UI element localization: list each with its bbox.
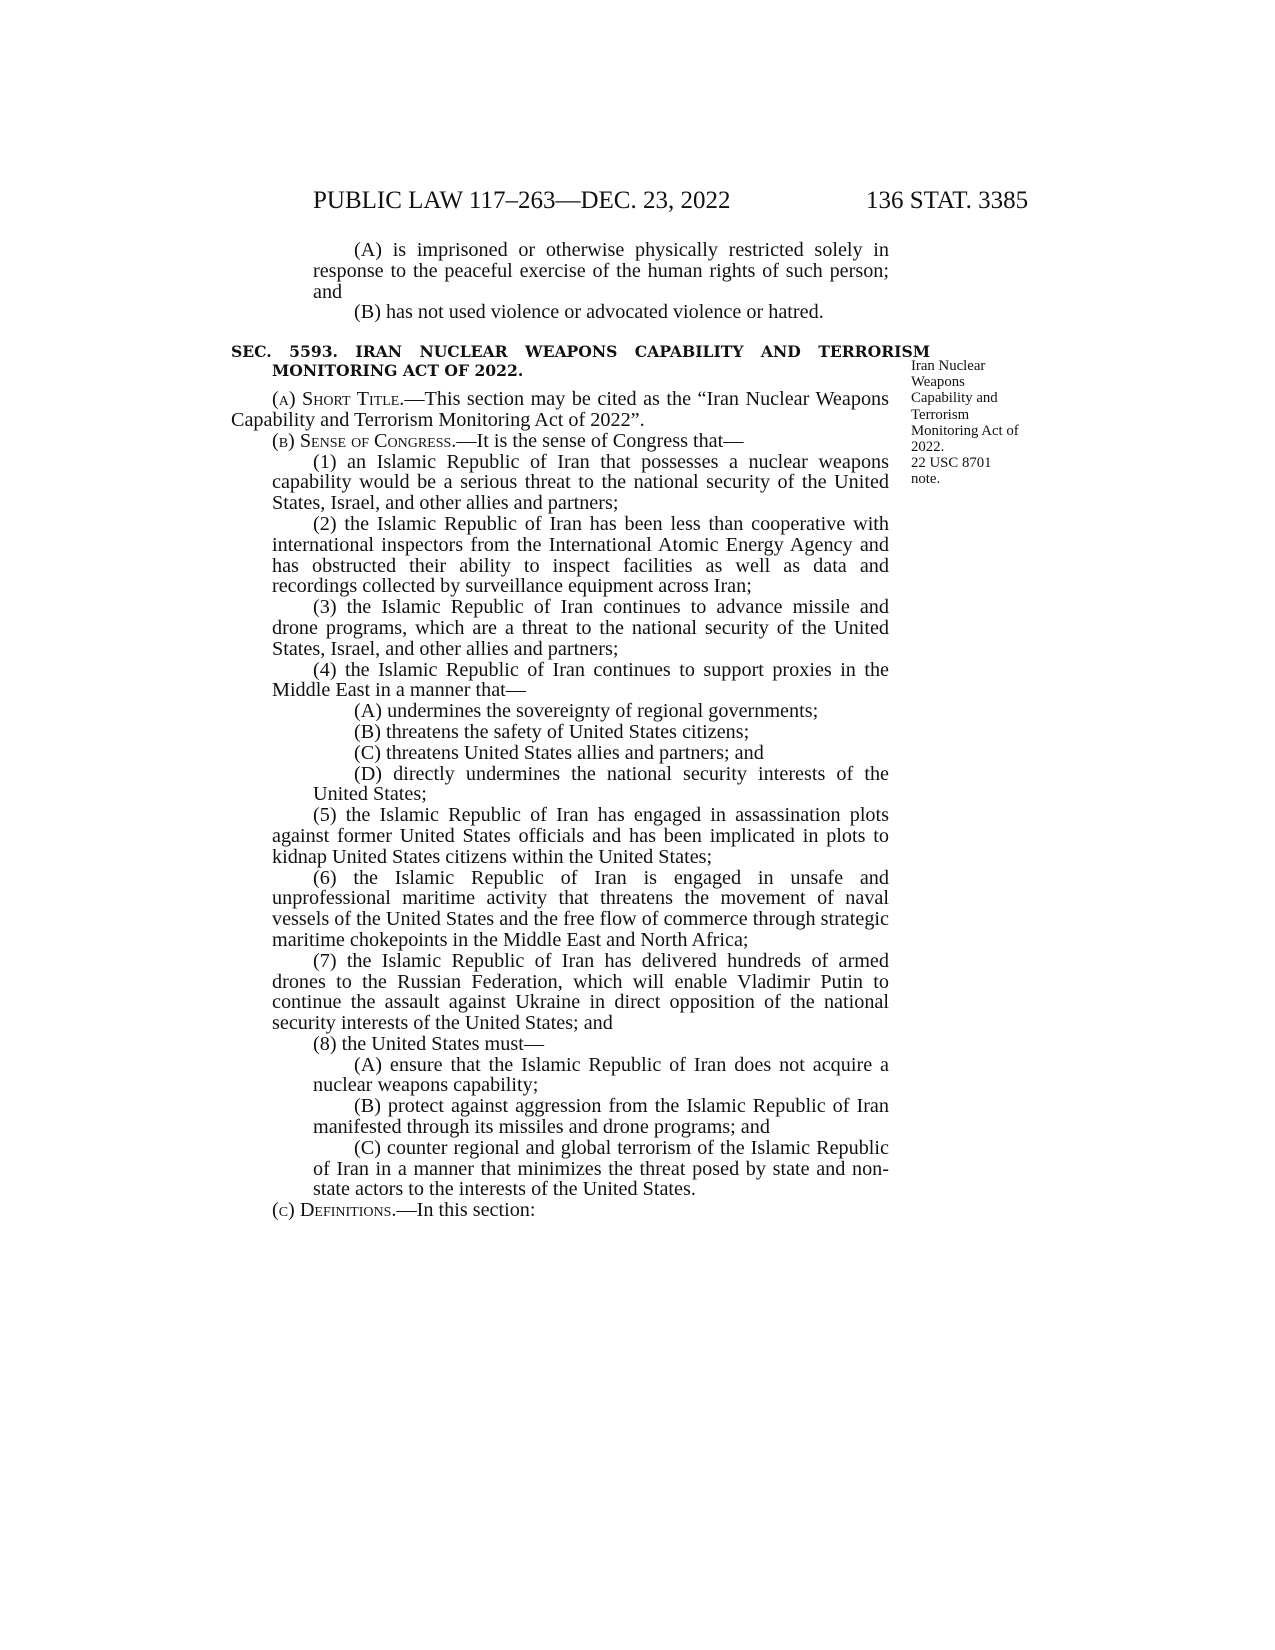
paragraph-8-a: (A) ensure that the Islamic Republic of Iran does not acquire a nuclear weapons capability; — [313, 1053, 889, 1097]
paragraph-2: (2) the Islamic Republic of Iran has been less than cooperative with international inspectors from the International Atomic Energy Agency and has obstructed their ability to inspect facilities as well as data and recordings collected by surveillance equipment across Iran; — [272, 512, 889, 598]
paragraph-4-b: (B) threatens the safety of United States citizens; — [354, 720, 750, 743]
sense-text: —It is the sense of Congress that— — [456, 429, 744, 452]
margin-note-line: Capability and — [911, 390, 998, 407]
margin-note-line: Iran Nuclear — [911, 358, 986, 374]
short-title-text: —This section may be cited as the “Iran Nuclear Weapons Capability and Terrorism Monitoring Act of 2022”. — [231, 388, 889, 431]
margin-note-line: Monitoring Act of — [911, 422, 1019, 439]
margin-note-line: 2022. — [911, 439, 945, 456]
paragraph-4: (4) the Islamic Republic of Iran continues to support proxies in the Middle East in a manner that— — [272, 658, 889, 702]
subsection-sense-of-congress — [272, 431, 889, 452]
margin-note-line: note. — [911, 471, 941, 488]
section-heading: SEC. 5593. IRAN NUCLEAR WEAPONS CAPABILITY AND TERRORISM MONITORING ACT OF 2022. — [231, 342, 930, 381]
definitions-label: (c) Definitions. — [272, 1199, 397, 1222]
margin-note-line: Weapons — [911, 374, 965, 391]
definitions-text: —In this section: — [396, 1199, 536, 1222]
paragraph-4-c: (C) threatens United States allies and partners; and — [354, 741, 764, 764]
paragraph-8: (8) the United States must— — [313, 1032, 545, 1055]
sense-label: (b) Sense of Congress. — [272, 429, 457, 452]
paragraph-4-d: (D) directly undermines the national security interests of the United States; — [313, 762, 889, 806]
clause-b-continuation: (B) has not used violence or advocated violence or hatred. — [354, 301, 824, 324]
subsection-short-title — [231, 389, 889, 431]
margin-note-line: 22 USC 8701 — [911, 455, 992, 472]
paragraph-5: (5) the Islamic Republic of Iran has engaged in assassination plots against former United States officials and has been implicated in plots to kidnap United States citizens within the United States; — [272, 804, 889, 868]
paragraph-7: (7) the Islamic Republic of Iran has delivered hundreds of armed drones to the Russian Federation, which will enable Vladimir Putin to continue the assault against Ukraine in direct opposition of the national security interests of the United States; and — [272, 949, 889, 1035]
short-title-label: (a) Short Title. — [272, 388, 405, 411]
running-header-title: PUBLIC LAW 117–263—DEC. 23, 2022 — [313, 187, 731, 214]
paragraph-6: (6) the Islamic Republic of Iran is engaged in unsafe and unprofessional maritime activity that threatens the movement of naval vessels of the United States and the free flow of commerce through strategic maritime chokepoints in the Middle East and North Africa; — [272, 866, 889, 951]
paragraph-8-b: (B) protect against aggression from the Islamic Republic of Iran manifested through its missiles and drone programs; and — [313, 1095, 889, 1139]
subsection-definitions — [272, 1200, 889, 1221]
paragraph-3: (3) the Islamic Republic of Iran continues to advance missile and drone programs, which are a threat to the national security of the United States, Israel, and other allies and partners; — [272, 596, 889, 660]
margin-note-line: Terrorism — [911, 406, 970, 423]
page-number: 136 STAT. 3385 — [866, 187, 1029, 214]
paragraph-1: (1) an Islamic Republic of Iran that possesses a nuclear weapons capability would be a serious threat to the national security of the United States, Israel, and other allies and partners; — [272, 450, 889, 515]
paragraph-8-c: (C) counter regional and global terrorism of the Islamic Republic of Iran in a manner that minimizes the threat posed by state and non-state actors to the interests of the United States. — [313, 1136, 889, 1201]
clause-a-continuation: (A) is imprisoned or otherwise physically restricted solely in response to the peaceful exercise of the human rights of such person; and — [313, 239, 889, 303]
margin-note — [911, 358, 1051, 488]
paragraph-4-a: (A) undermines the sovereignty of regional governments; — [354, 700, 819, 723]
